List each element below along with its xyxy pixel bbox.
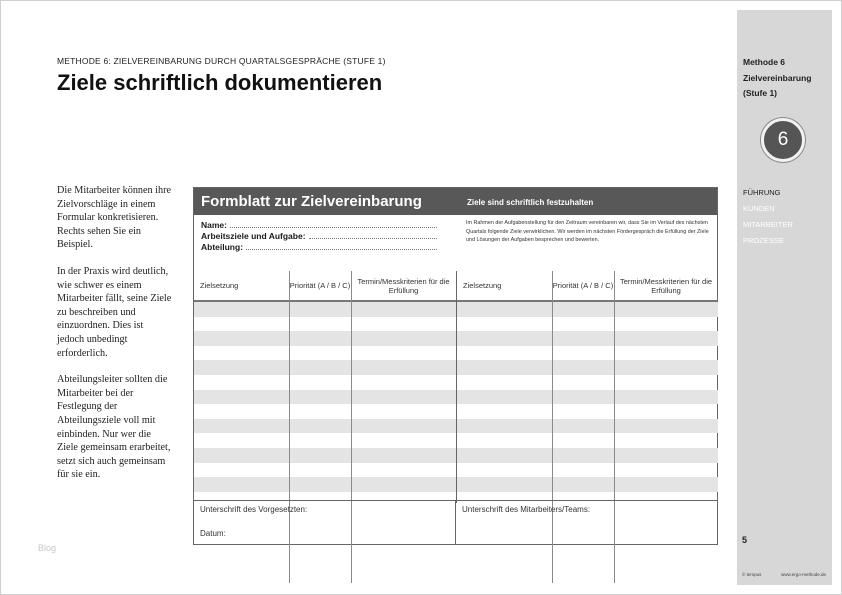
table-row[interactable] — [457, 433, 718, 448]
table-row[interactable] — [457, 360, 718, 375]
table-row[interactable] — [194, 448, 456, 463]
goal-agreement-form — [193, 187, 718, 545]
sidebar-footer — [742, 572, 826, 577]
supervisor-signature-label: Unterschrift des Vorgesetzten: — [200, 505, 308, 514]
form-subtitle: Ziele sind schriftlich festzuhalten — [467, 198, 594, 207]
method-line: Zielvereinbarung — [743, 72, 812, 83]
table-row[interactable] — [457, 404, 718, 419]
table-row[interactable] — [194, 433, 456, 448]
table-rows — [194, 302, 456, 492]
field-label: Abteilung: — [201, 242, 244, 252]
intro-paragraph: In der Praxis wird deutlich, wie schwer es einem Mitarbeiter fällt, seine Ziele zu beschreiben und einzuordnen. Dies ist jedoch unbedingt erforderlich. — [57, 265, 172, 359]
section-kicker: METHODE 6: ZIELVEREINBARUNG DURCH QUARTALSGESPRÄCHE (STUFE 1) — [57, 56, 386, 66]
fill-line — [230, 220, 437, 228]
nav-item-fuehrung[interactable]: FÜHRUNG — [743, 188, 781, 197]
chapter-sidebar — [737, 10, 832, 585]
table-row[interactable] — [457, 477, 718, 492]
tasks-field[interactable] — [201, 231, 437, 242]
intro-paragraph: Abteilungsleiter sollten die Mitarbeiter bei der Festlegung der Abteilungsziele voll mit einbinden. Nur wer die Ziele gemeinsam erarbeitet, setzt sich auch gemeinsam für sie ein. — [57, 374, 171, 481]
field-label: Name: — [201, 220, 227, 230]
copyright: © tempus — [742, 572, 762, 577]
form-header — [194, 188, 717, 215]
table-row[interactable] — [194, 375, 456, 390]
employee-signature-label: Unterschrift des Mitarbeiters/Teams: — [462, 505, 591, 514]
table-row[interactable] — [194, 317, 456, 332]
name-field[interactable] — [201, 220, 437, 231]
column-header-deadline: Termin/Messkriterien für die Erfüllung — [619, 276, 713, 295]
table-row[interactable] — [194, 302, 456, 317]
form-note: Im Rahmen der Aufgabenstellung für den Zeitraum vereinbaren wir, dass Sie im Verlauf des nächsten Quartals folgende Ziele verwirklichen. Wir werden im nächsten Fördergespräch die Erfüllung der Ziele und Lösungen der Aufgaben besprechen und bewerten. — [466, 220, 709, 244]
fill-line — [309, 231, 437, 239]
method-line: Methode 6 — [743, 57, 786, 67]
column-header-priority: Priorität (A / B / C) — [289, 281, 351, 291]
table-row[interactable] — [457, 331, 718, 346]
column-header-priority: Priorität (A / B / C) — [552, 281, 614, 291]
field-label: Arbeitsziele und Aufgabe: — [201, 231, 306, 241]
column-header-goal: Zielsetzung — [463, 281, 502, 291]
table-row[interactable] — [457, 346, 718, 361]
column-divider — [289, 271, 290, 583]
method-line: (Stufe 1) — [743, 88, 777, 98]
table-row[interactable] — [457, 390, 718, 405]
table-row[interactable] — [457, 302, 718, 317]
page-title: Ziele schriftlich dokumentieren — [57, 70, 383, 95]
goals-table-right — [456, 271, 718, 503]
column-header-goal: Zielsetzung — [200, 281, 239, 291]
column-divider — [614, 271, 615, 583]
table-row[interactable] — [457, 448, 718, 463]
table-row[interactable] — [194, 477, 456, 492]
column-divider — [351, 271, 352, 583]
intro-paragraph: Die Mitarbeiter können ihre Zielvorschläge in einem Formular konkretisieren. Rechts sehen Sie ein Beispiel. — [57, 185, 172, 251]
method-number-badge: 6 — [761, 118, 805, 162]
nav-item-prozesse[interactable]: PROZESSE — [743, 236, 784, 245]
date-label: Datum: — [200, 529, 226, 538]
table-row[interactable] — [194, 404, 456, 419]
signature-divider — [455, 500, 456, 544]
department-field[interactable] — [201, 242, 437, 253]
chapter-nav — [743, 185, 793, 249]
table-row[interactable] — [194, 360, 456, 375]
table-row[interactable] — [457, 375, 718, 390]
table-row[interactable] — [457, 317, 718, 332]
page-number: 5 — [742, 535, 748, 545]
table-rows — [457, 302, 718, 492]
fill-line — [246, 242, 437, 250]
table-row[interactable] — [457, 463, 718, 478]
column-header-deadline: Termin/Messkriterien für die Erfüllung — [357, 276, 450, 295]
table-row[interactable] — [194, 419, 456, 434]
intro-text — [57, 184, 172, 495]
blog-watermark: Blog — [38, 543, 57, 553]
table-row[interactable] — [194, 331, 456, 346]
form-title: Formblatt zur Zielvereinbarung — [201, 193, 422, 210]
method-heading — [743, 55, 812, 102]
goals-table-left — [194, 271, 456, 503]
nav-item-kunden[interactable]: KUNDEN — [743, 204, 775, 213]
table-row[interactable] — [194, 390, 456, 405]
nav-item-mitarbeiter[interactable]: MITARBEITER — [743, 220, 793, 229]
column-divider — [552, 271, 553, 583]
table-row[interactable] — [457, 419, 718, 434]
table-row[interactable] — [194, 346, 456, 361]
website: www.ergo-methode.de — [780, 572, 826, 577]
form-fields — [201, 220, 437, 253]
table-row[interactable] — [194, 463, 456, 478]
